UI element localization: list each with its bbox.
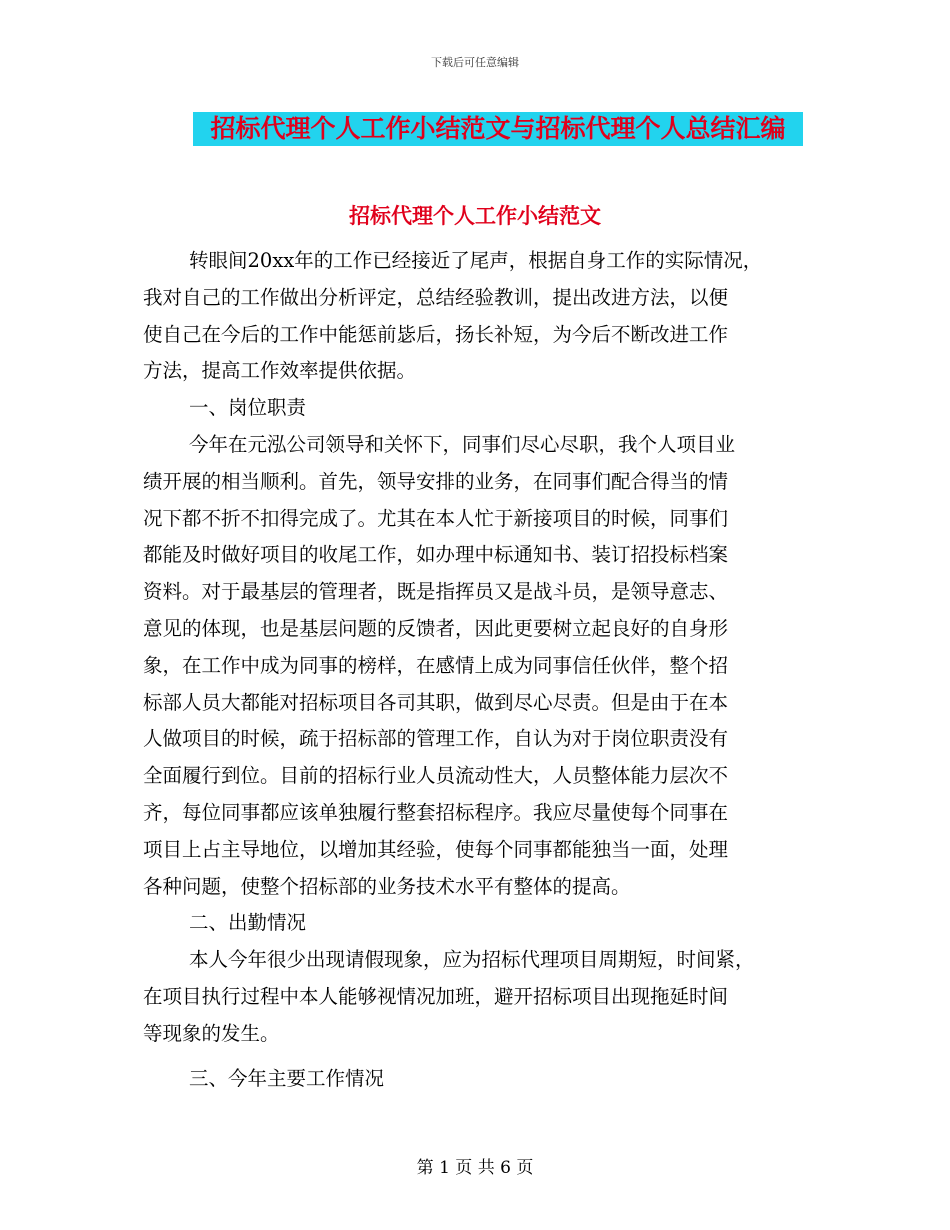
body-line: 本人今年很少出现请假现象，应为招标代理项目周期短，时间紧， xyxy=(189,948,755,972)
body-line: 在项目执行过程中本人能够视情况加班，避开招标项目出现拖延时间 xyxy=(143,984,729,1008)
body-line: 我对自己的工作做出分析评定，总结经验教训，提出改进方法，以便 xyxy=(143,285,729,309)
section-heading: 三、今年主要工作情况 xyxy=(189,1066,385,1090)
body-line: 等现象的发生。 xyxy=(143,1021,280,1045)
body-line: 使自己在今后的工作中能惩前毖后，扬长补短，为今后不断改进工作 xyxy=(143,322,729,346)
body-line: 各种问题，使整个招标部的业务技术水平有整体的提高。 xyxy=(143,874,631,898)
body-line: 意见的体现，也是基层问题的反馈者，因此更要树立起良好的自身形 xyxy=(143,616,729,640)
section-heading: 一、岗位职责 xyxy=(189,396,307,420)
document-body xyxy=(143,220,808,1097)
body-line: 绩开展的相当顺利。首先，领导安排的业务，在同事们配合得当的情 xyxy=(143,469,729,493)
section-title: 招标代理个人工作小结范文 xyxy=(349,204,601,228)
body-line: 象，在工作中成为同事的榜样，在感情上成为同事信任伙伴，整个招 xyxy=(143,653,729,677)
body-line: 项目上占主导地位，以增加其经验，使每个同事都能独当一面，处理 xyxy=(143,837,729,861)
section-heading: 二、出勤情况 xyxy=(189,911,307,935)
body-line: 都能及时做好项目的收尾工作，如办理中标通知书、装订招投标档案 xyxy=(143,543,729,567)
body-line: 方法，提高工作效率提供依据。 xyxy=(143,359,417,383)
body-line: 齐，每位同事都应该单独履行整套招标程序。我应尽量使每个同事在 xyxy=(143,800,729,824)
body-line: 今年在元泓公司领导和关怀下，同事们尽心尽职，我个人项目业 xyxy=(189,432,736,456)
body-line: 资料。对于最基层的管理者，既是指挥员又是战斗员，是领导意志、 xyxy=(143,580,729,604)
body-line: 全面履行到位。目前的招标行业人员流动性大，人员整体能力层次不 xyxy=(143,764,729,788)
page-header: 下载后可任意编辑 xyxy=(431,56,519,69)
page-footer: 第 1 页 共 6 页 xyxy=(416,1158,534,1178)
body-line: 转眼间20xx年的工作已经接近了尾声，根据自身工作的实际情况， xyxy=(189,249,763,272)
body-line: 人做项目的时候，疏于招标部的管理工作，自认为对于岗位职责没有 xyxy=(143,727,729,751)
body-line: 标部人员大都能对招标项目各司其职，做到尽心尽责。但是由于在本 xyxy=(143,690,729,714)
document-title: 招标代理个人工作小结范文与招标代理个人总结汇编 xyxy=(193,112,803,146)
body-line: 况下都不折不扣得完成了。尤其在本人忙于新接项目的时候，同事们 xyxy=(143,506,729,530)
